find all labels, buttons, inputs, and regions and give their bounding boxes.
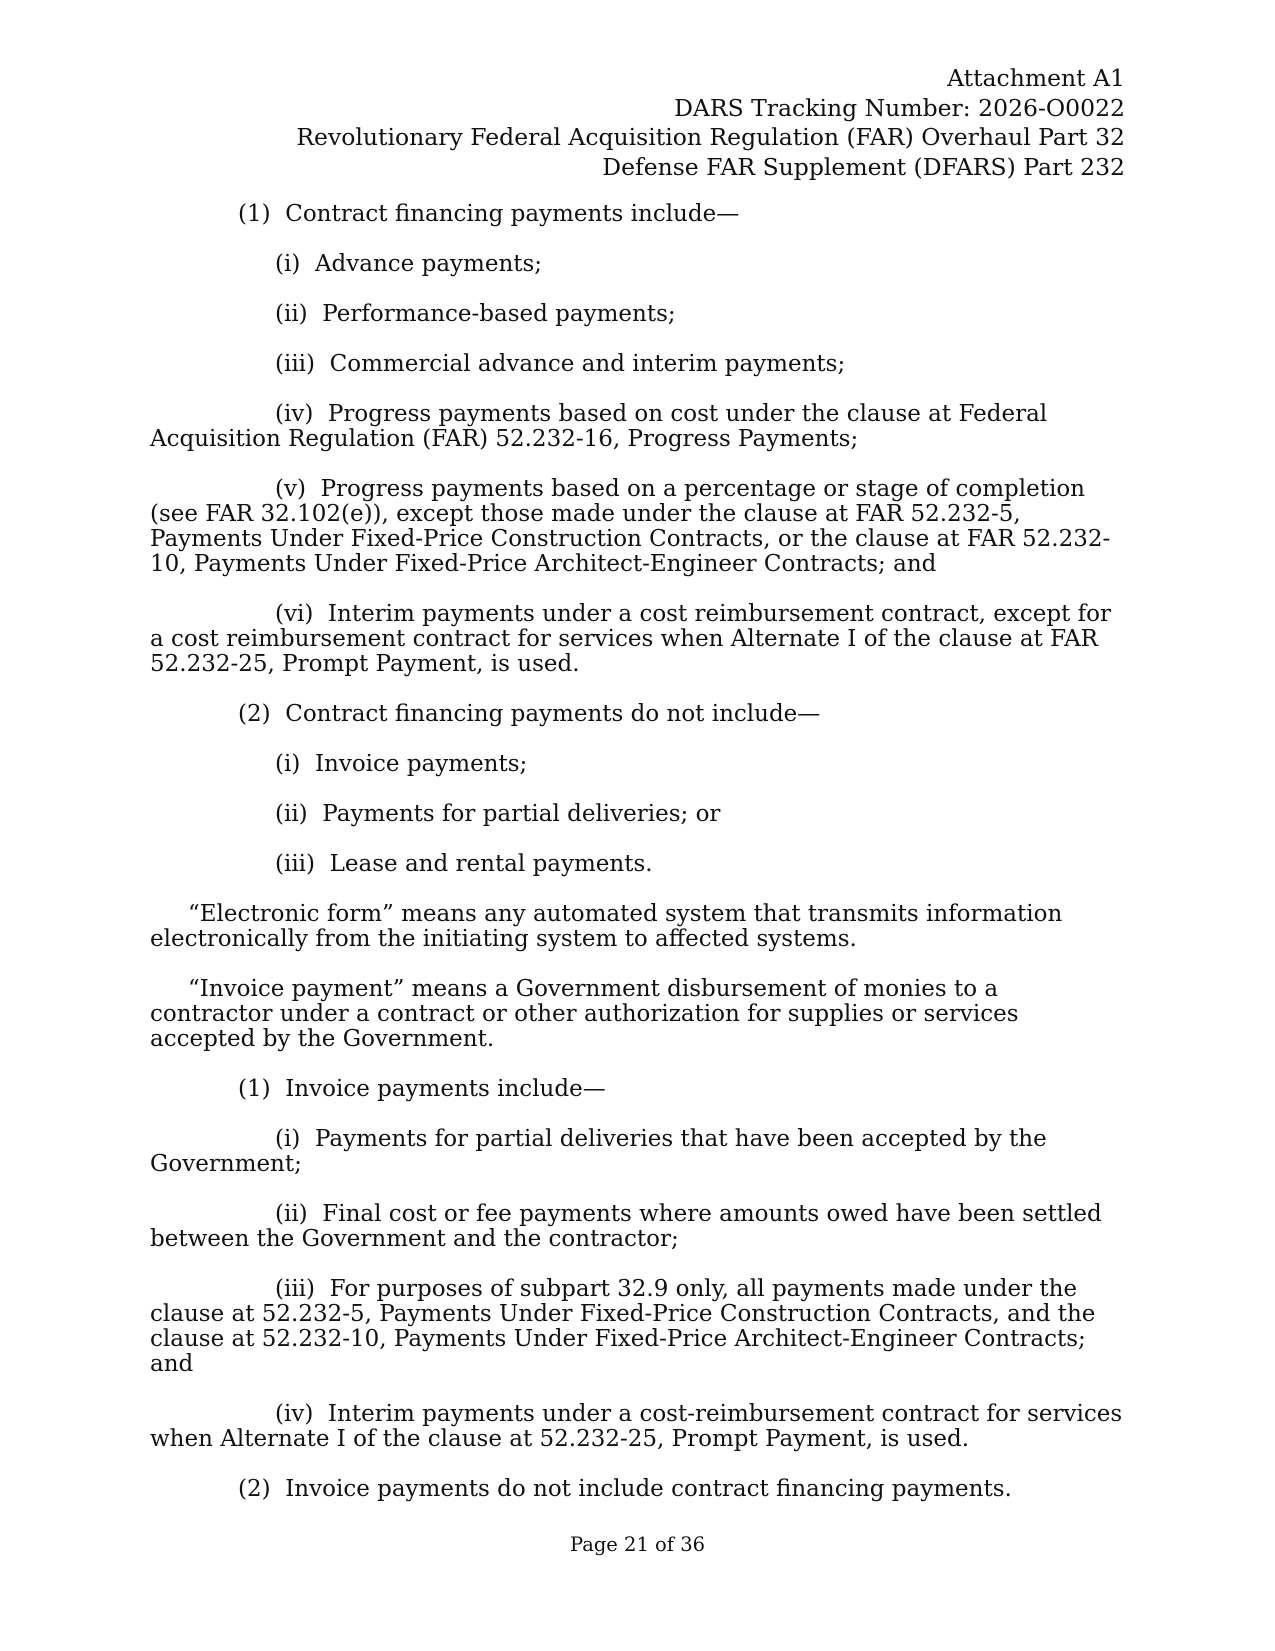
paragraph-text: “Electronic form” means any automated system that transmits information electronically from the initiating system to affected systems.: [150, 901, 1063, 952]
paragraph-label: (vi): [275, 601, 314, 627]
paragraph-label: (1): [238, 1076, 271, 1102]
paragraph-1-iv: [150, 402, 1125, 452]
paragraph-text: Final cost or fee payments where amounts owed have been settled between the Government and the contractor;: [150, 1201, 1102, 1252]
paragraph-1-i: [150, 252, 1125, 277]
paragraph-text: Invoice payments;: [314, 751, 528, 777]
paragraph-text: Invoice payments do not include contract financing payments.: [285, 1476, 1012, 1502]
paragraph-label: (i): [275, 251, 301, 277]
paragraph-1-v: [150, 477, 1125, 577]
paragraph-label: (iii): [275, 1276, 316, 1302]
paragraph-label: (i): [275, 1126, 301, 1152]
paragraph-1-vi: [150, 602, 1125, 677]
paragraph-text: Invoice payments include—: [285, 1076, 606, 1102]
paragraph-label: (1): [238, 201, 271, 227]
attachment-label: Attachment A1: [947, 64, 1125, 92]
paragraph-label: (ii): [275, 1201, 308, 1227]
tracking-number: DARS Tracking Number: 2026-O0022: [674, 93, 1125, 122]
invoice-paragraph-1-ii: [150, 1202, 1125, 1252]
paragraph-label: (iii): [275, 851, 316, 877]
paragraph-label: (iii): [275, 351, 316, 377]
invoice-paragraph-1-i: [150, 1127, 1125, 1177]
paragraph-text: Commercial advance and interim payments;: [329, 351, 846, 377]
paragraph-label: (2): [238, 701, 271, 727]
invoice-paragraph-1-iv: [150, 1402, 1125, 1452]
paragraph-label: (iv): [275, 1401, 314, 1427]
paragraph-text: “Invoice payment” means a Government disbursement of monies to a contractor under a contract or other authorization for supplies or services accepted by the Government.: [150, 976, 1019, 1052]
document-title: Revolutionary Federal Acquisition Regulation (FAR) Overhaul Part 32: [296, 123, 1125, 151]
paragraph-label: (iv): [275, 401, 314, 427]
paragraph-text: Progress payments based on a percentage or stage of completion (see FAR 32.102(e)), except those made under the clause at FAR 52.232-5, Payments Under Fixed-Price Construction Contracts, or the clause at FAR 52.232-10, Payments Under Fixed-Price Architect-Engineer Contracts; and: [150, 476, 1111, 577]
paragraph-1-ii: [150, 302, 1125, 327]
paragraph-text: Contract financing payments include—: [285, 201, 740, 227]
page-header: [125, 64, 1125, 182]
paragraph-2-ii: [150, 802, 1125, 827]
definition-invoice-payment: [150, 977, 1125, 1052]
definition-electronic-form: [150, 902, 1125, 952]
page-number: Page 21 of 36: [569, 1533, 706, 1556]
paragraph-1: [150, 202, 1125, 227]
paragraph-text: Contract financing payments do not include—: [285, 701, 821, 727]
paragraph-text: Interim payments under a cost-reimbursement contract for services when Alternate I of the clause at 52.232-25, Prompt Payment, is used.: [150, 1401, 1123, 1452]
paragraph-text: Payments for partial deliveries; or: [322, 801, 721, 827]
paragraph-1-iii: [150, 352, 1125, 377]
paragraph-2-iii: [150, 852, 1125, 877]
paragraph-text: Advance payments;: [314, 251, 543, 277]
invoice-paragraph-1-iii: [150, 1277, 1125, 1377]
invoice-paragraph-2: [150, 1477, 1125, 1502]
invoice-paragraph-1: [150, 1077, 1125, 1102]
paragraph-label: (i): [275, 751, 301, 777]
paragraph-2-i: [150, 752, 1125, 777]
document-body: [150, 202, 1125, 1527]
paragraph-label: (ii): [275, 801, 308, 827]
paragraph-text: Lease and rental payments.: [329, 851, 653, 877]
paragraph-text: Performance-based payments;: [322, 301, 676, 327]
paragraph-label: (v): [275, 476, 306, 502]
paragraph-label: (ii): [275, 301, 308, 327]
paragraph-text: Progress payments based on cost under the clause at Federal Acquisition Regulation (FAR) 52.232-16, Progress Payments;: [150, 401, 1048, 452]
paragraph-text: Interim payments under a cost reimbursement contract, except for a cost reimbursement contract for services when Alternate I of the clause at FAR 52.232-25, Prompt Payment, is used.: [150, 601, 1111, 677]
paragraph-2: [150, 702, 1125, 727]
paragraph-label: (2): [238, 1476, 271, 1502]
paragraph-text: For purposes of subpart 32.9 only, all payments made under the clause at 52.232-5, Payments Under Fixed-Price Construction Contracts, and the clause at 52.232-10, Payments Under Fixed-Price Architect-Engineer Contracts; and: [150, 1276, 1096, 1377]
document-subtitle: Defense FAR Supplement (DFARS) Part 232: [602, 152, 1125, 181]
paragraph-text: Payments for partial deliveries that have been accepted by the Government;: [150, 1126, 1047, 1177]
